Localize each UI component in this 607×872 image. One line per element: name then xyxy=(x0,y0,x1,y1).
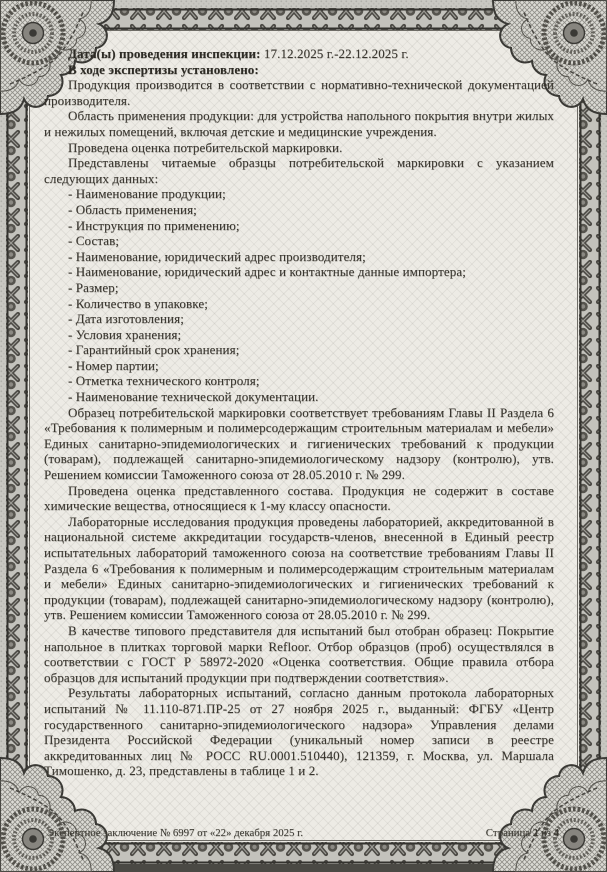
paragraph-marking-samples: Представлены читаемые образцы потребительской маркировки с указанием следующих данных: xyxy=(44,155,554,186)
border-outer-right xyxy=(601,0,607,872)
marking-list-item: - Количество в упаковке; xyxy=(68,295,208,311)
paragraph-marking-assessment: Проведена оценка потребительской маркировки. xyxy=(68,139,343,155)
inspection-dates-line xyxy=(44,46,554,62)
page-footer xyxy=(47,827,559,839)
paragraph-production: Продукция производится в соответствии с нормативно-технической документацией производителя. xyxy=(44,77,554,108)
marking-list-item: - Отметка технического контроля; xyxy=(68,373,260,389)
footer-page-current: 2 xyxy=(532,827,539,839)
document-body xyxy=(44,46,554,779)
marking-list-item: - Размер; xyxy=(68,279,119,295)
marking-list-item: - Гарантийный срок хранения; xyxy=(68,342,240,358)
inspection-dates-value: 17.12.2025 г.-22.12.2025 г. xyxy=(263,46,409,61)
footer-doc-label: Экспертное заключение № 6997 от «22» декабря 2025 г. xyxy=(47,827,304,839)
paragraph-marking-compliance: Образец потребительской маркировки соответствует требованиям Главы II Раздела 6 «Требования к полимерным и полимерсодержащим строительным материалам и мебели» Единых санитарно-эпидемиологических и гигиенических требований к продукции (товарам), подлежащей санитарно-эпидемиологическому надзору (контролю), утв. Решением комиссии Таможенного союза от 28.05.2010 г. № 299. xyxy=(44,404,554,483)
marking-list-item: - Наименование, юридический адрес производителя; xyxy=(68,248,366,264)
inspection-dates-label: Дата(ы) проведения инспекции: xyxy=(68,46,261,61)
paragraph-sample-selection: В качестве типового представителя для испытаний был отобран образец: Покрытие напольное в плитках торговой марки Refloor. Отбор образцов (проб) осуществлялся в соответствии с ГОСТ Р 58972-2020 «Оценка соответствия. Общие правила отбора образцов для испытаний продукции при подтверждении соответствия». xyxy=(44,622,554,685)
footer-page-word: Страница xyxy=(485,827,531,839)
marking-list-item: - Номер партии; xyxy=(68,357,159,373)
marking-list-item: - Наименование продукции; xyxy=(68,186,226,202)
footer-of-word: из xyxy=(540,827,551,839)
marking-list-item: - Дата изготовления; xyxy=(68,311,184,327)
marking-list-item: - Наименование, юридический адрес и контактные данные импортера; xyxy=(68,264,466,280)
established-heading: В ходе экспертизы установлено: xyxy=(68,61,259,77)
marking-list-item: - Наименование технической документации. xyxy=(68,389,319,405)
border-outer-left xyxy=(0,0,6,872)
paragraph-application-area: Область применения продукции: для устройства напольного покрытия внутри жилых и нежилых помещений, включая детские и медицинские учреждения. xyxy=(44,108,554,139)
marking-list-item: - Область применения; xyxy=(68,201,197,217)
marking-list-item: - Инструкция по применению; xyxy=(68,217,240,233)
paragraph-lab-accreditation: Лабораторные исследования продукция проведены лабораторией, аккредитованной в национальной системе аккредитации государств-членов, внесенной в Единый реестр испытательных лабораторий таможенного союза на соответствие требованиям Главы II Раздела 6 «Требования к полимерным и полимерсодержащим строительным материалам и мебели» Единых санитарно-эпидемиологических и гигиенических требований к продукции (товарам), подлежащей санитарно-эпидемиологическому надзору (контролю), утв. Решением комиссии Таможенного союза от 28.05.2010 г. № 299. xyxy=(44,513,554,623)
paragraph-composition: Проведена оценка представленного состава. Продукция не содержит в составе химические вещества, относящиеся к 1-му классу опасности. xyxy=(44,482,554,514)
footer-page-indicator xyxy=(486,827,559,839)
paragraph-lab-results: Результаты лабораторных испытаний, согласно данным протокола лабораторных испытаний № 11.110-871.ПР-25 от 27 ноября 2025 г., выданный: ФГБУ «Центр государственного санитарно-эпидемиологического надзора» Управления делами Президента Российской Федерации (уникальный номер записи в реестре аккредитованных лиц № РОСС RU.0001.510440), 121359, г. Москва, ул. Маршала Тимошенко, д. 23, представлены в таблице 1 и 2. xyxy=(44,685,554,779)
marking-list-item: - Состав; xyxy=(68,233,120,249)
footer-page-total: 4 xyxy=(553,827,559,839)
marking-list-item: - Условия хранения; xyxy=(68,326,182,342)
